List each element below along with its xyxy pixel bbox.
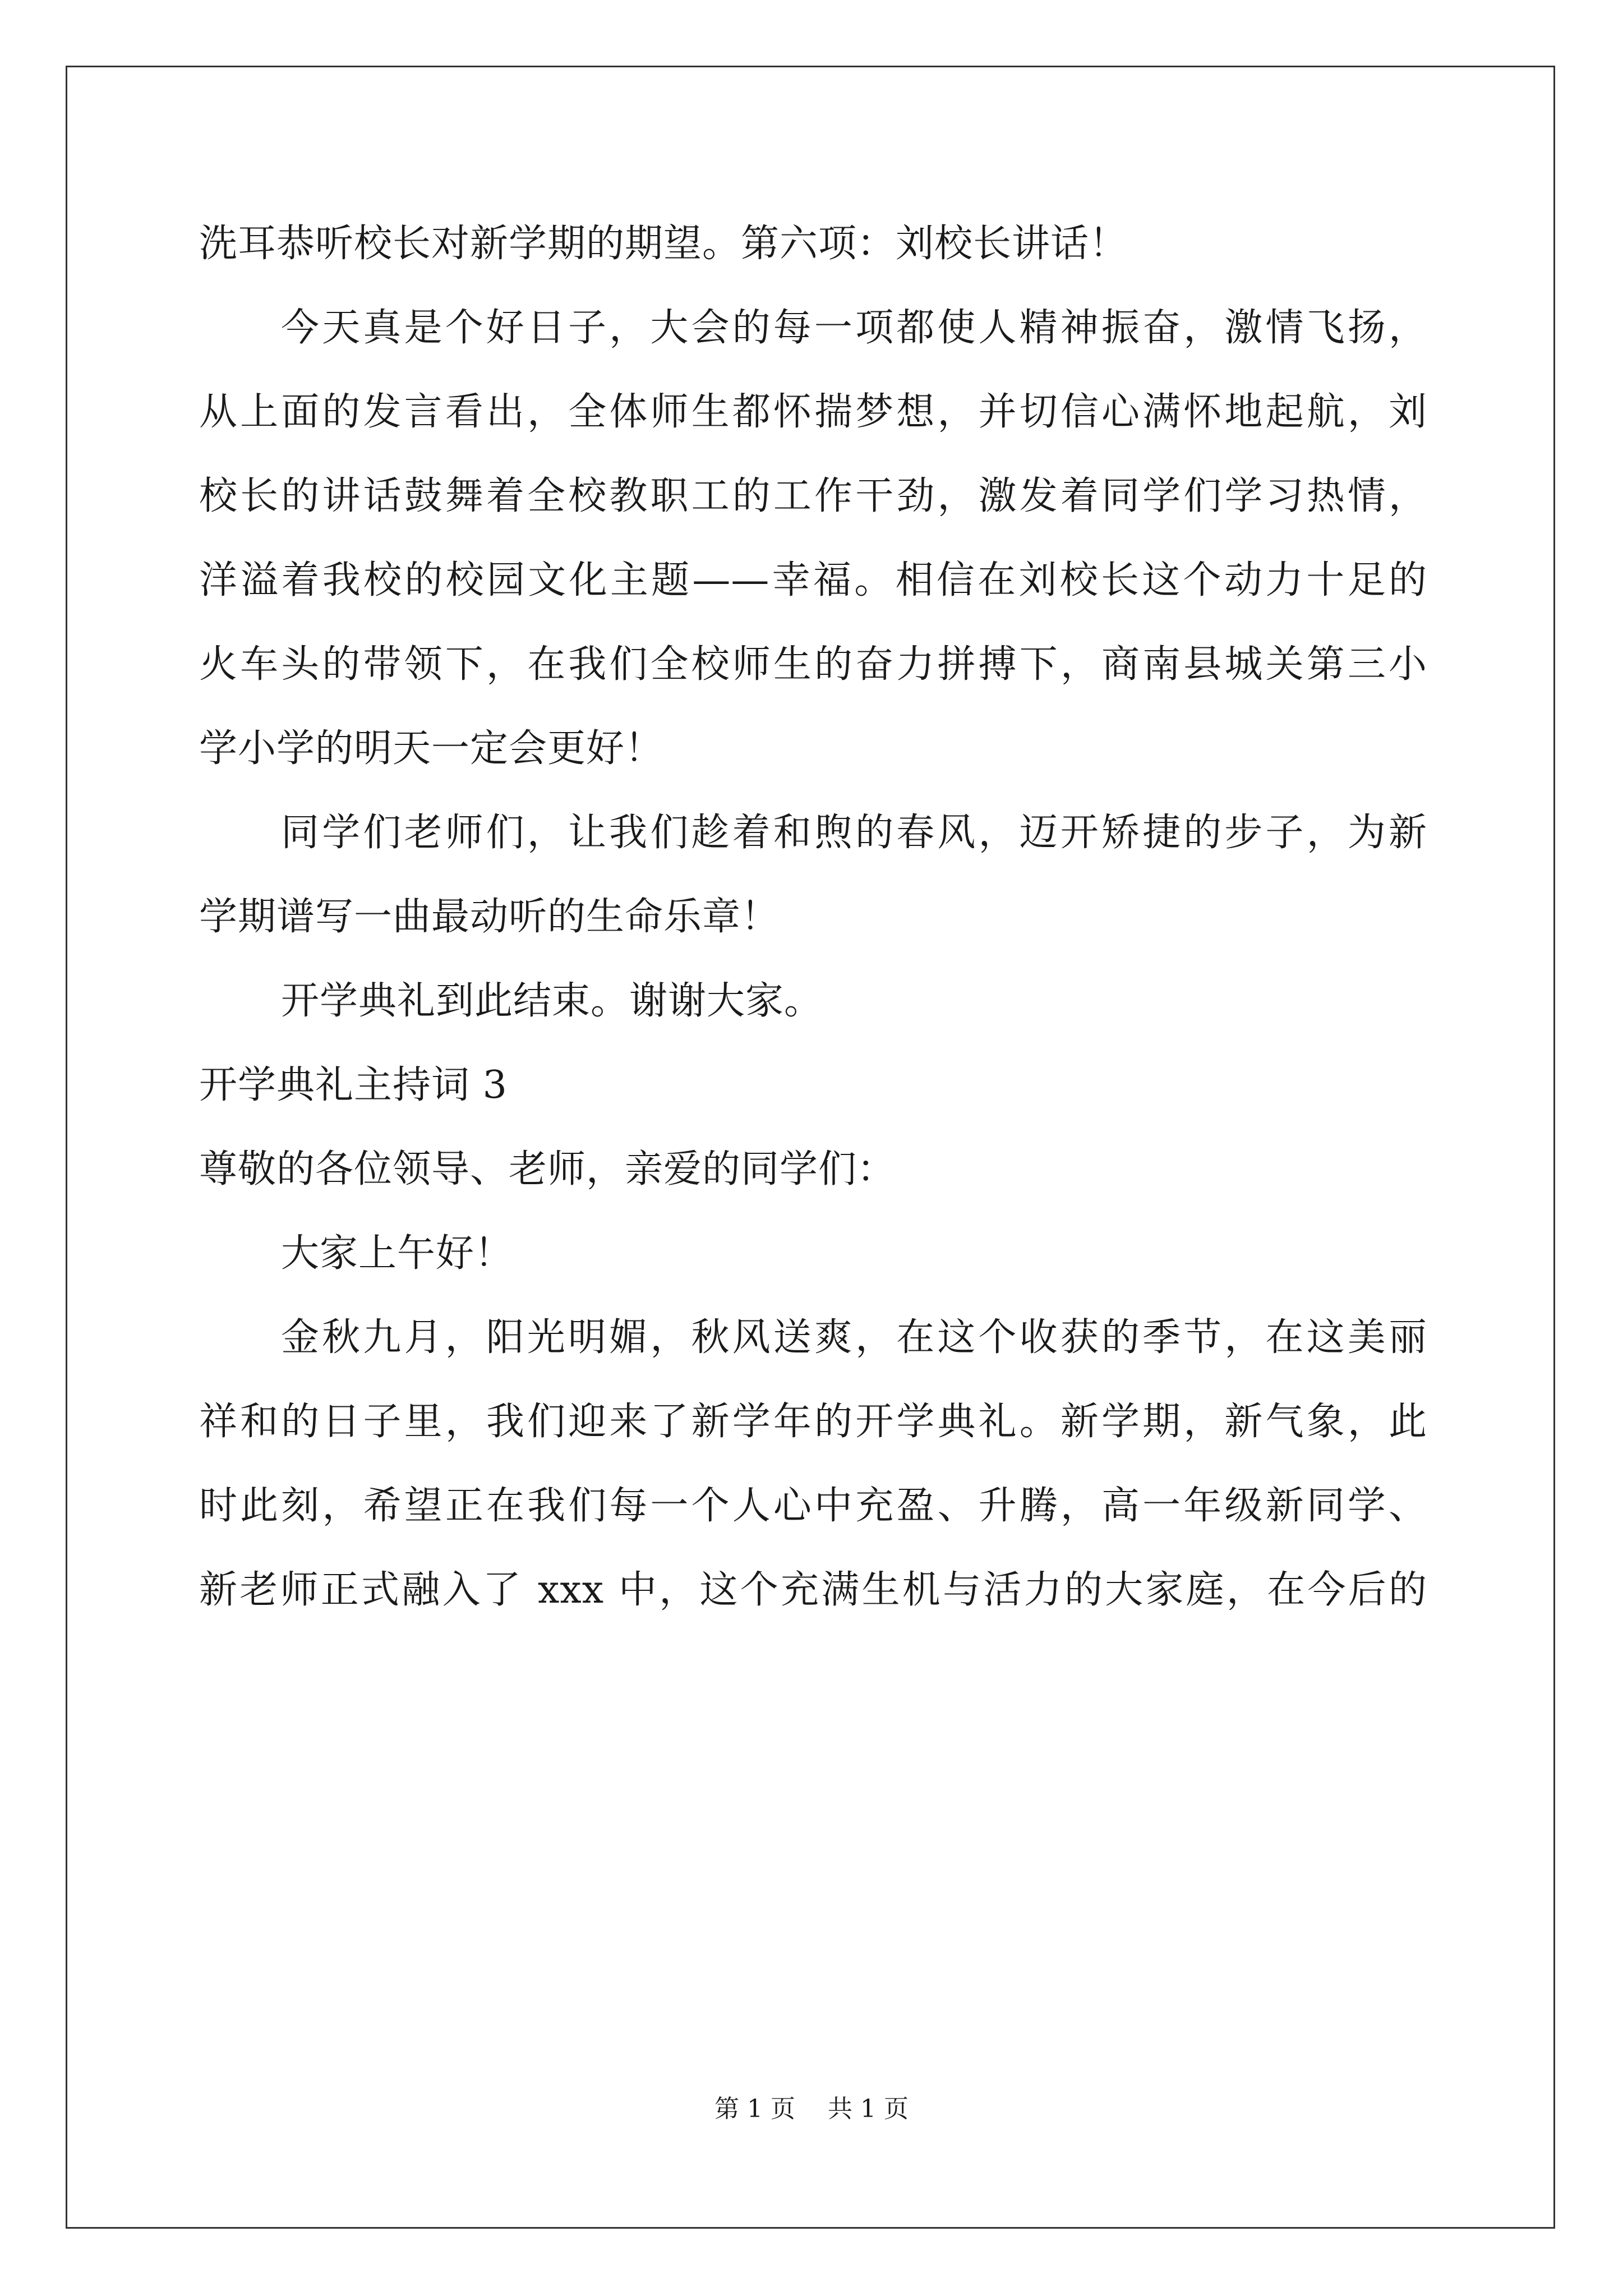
text-line: 新老师正式融入了 xxx 中，这个充满生机与活力的大家庭，在今后的: [199, 1568, 1427, 1612]
salutation: 尊敬的各位领导、老师，亲爱的同学们：: [199, 1147, 896, 1191]
page-footer: [0, 2092, 1623, 2126]
text-line: 学小学的明天一定会更好！: [199, 726, 664, 771]
text-line: 同学们老师们，让我们趁着和煦的春风，迈开矫捷的步子，为新: [281, 811, 1427, 855]
page-number-current: 第 1 页: [714, 2095, 795, 2123]
text-line: 从上面的发言看出，全体师生都怀揣梦想，并切信心满怀地起航，刘: [199, 390, 1427, 434]
text-line: 校长的讲话鼓舞着全校教职工的工作干劲，激发着同学们学习热情，: [199, 474, 1427, 518]
text-line: 开学典礼到此结束。谢谢大家。: [281, 979, 823, 1023]
text-line: 今天真是个好日子，大会的每一项都使人精神振奋，激情飞扬，: [281, 306, 1427, 350]
text-line: 金秋九月，阳光明媚，秋风送爽，在这个收获的季节，在这美丽: [281, 1315, 1427, 1360]
document-body: [199, 202, 1427, 1632]
text-line: 洗耳恭听校长对新学期的期望。第六项：刘校长讲话！: [199, 222, 1128, 266]
text-line: 祥和的日子里，我们迎来了新学年的开学典礼。新学期，新气象，此: [199, 1400, 1427, 1444]
page-number-total: 共 1 页: [828, 2095, 909, 2123]
text-line: 洋溢着我校的校园文化主题——幸福。相信在刘校长这个动力十足的: [199, 558, 1427, 602]
text-line: 火车头的带领下，在我们全校师生的奋力拼搏下，商南县城关第三小: [199, 642, 1427, 687]
greeting: 大家上午好！: [281, 1231, 514, 1276]
text-line: 时此刻，希望正在我们每一个人心中充盈、升腾，高一年级新同学、: [199, 1484, 1427, 1528]
text-line: 学期谱写一曲最动听的生命乐章！: [199, 895, 780, 939]
section-heading: 开学典礼主持词 3: [199, 1063, 508, 1107]
